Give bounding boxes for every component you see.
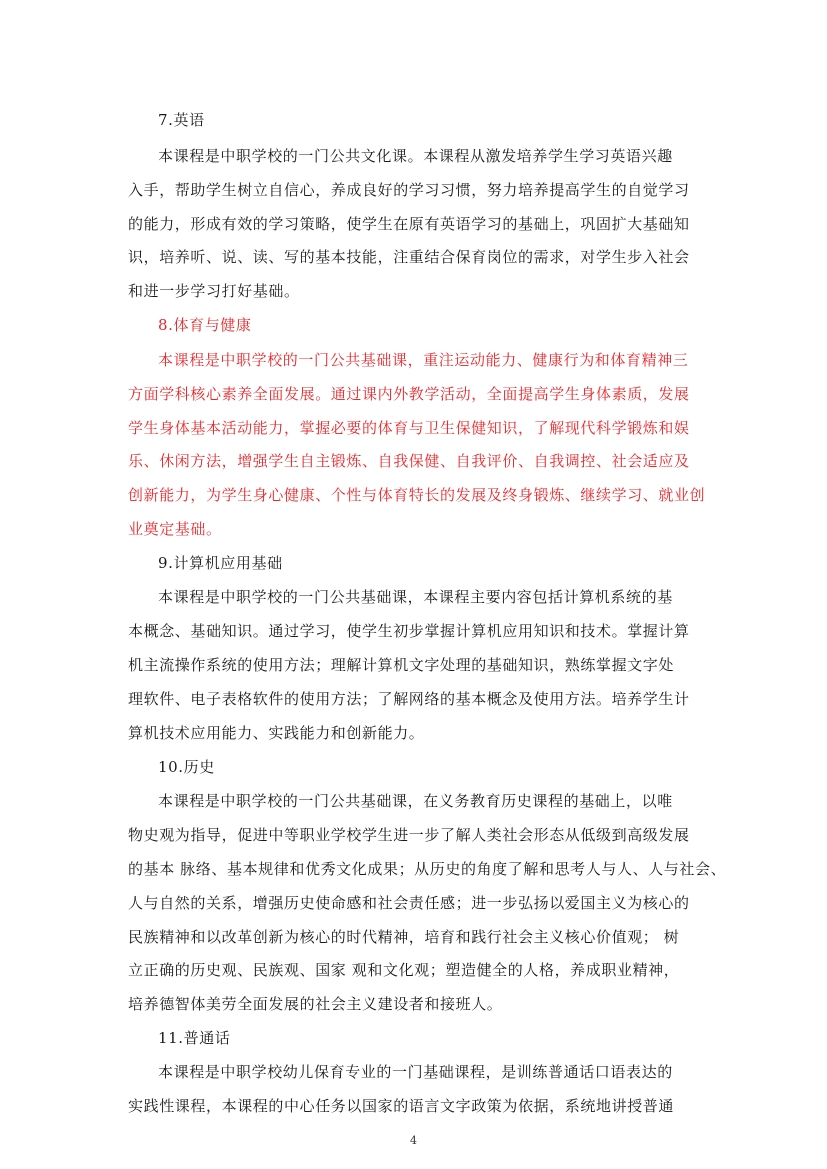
paragraph-line: 本课程是中职学校的一门公共基础课，本课程主要内容包括计算机系统的基 <box>158 588 673 606</box>
paragraph-line: 乐、休闲方法，增强学生自主锻炼、自我保健、自我评价、自我调控、社会适应及 <box>128 452 690 470</box>
section-heading-english: 7.英语 <box>158 111 205 129</box>
section-heading-history: 10.历史 <box>158 758 215 776</box>
paragraph-line: 立正确的历史观、民族观、国家 观和文化观；塑造健全的人格，养成职业精神， <box>128 961 680 979</box>
paragraph-line: 民族精神和以改革创新为核心的时代精神，培育和践行社会主义核心价值观； 树 <box>128 928 680 946</box>
paragraph-line: 本课程是中职学校的一门公共基础课，在义务教育历史课程的基础上，以唯 <box>158 792 673 810</box>
paragraph-line: 物史观为指导，促进中等职业学校学生进一步了解人类社会形态从低级到高级发展 <box>128 826 690 844</box>
paragraph-line: 创新能力，为学生身心健康、个性与体育特长的发展及终身锻炼、继续学习、就业创 <box>128 486 706 504</box>
paragraph-line: 本概念、基础知识。通过学习，使学生初步掌握计算机应用知识和技术。掌握计算 <box>128 622 690 640</box>
paragraph-line: 识，培养听、说、读、写的基本技能，注重结合保育岗位的需求，对学生步入社会 <box>128 248 690 266</box>
paragraph-line: 算机技术应用能力、实践能力和创新能力。 <box>128 724 425 742</box>
paragraph-line: 本课程是中职学校的一门公共文化课。本课程从激发培养学生学习英语兴趣 <box>158 147 673 165</box>
paragraph-line: 本课程是中职学校幼儿保育专业的一门基础课程，是训练普通话口语表达的 <box>158 1063 673 1081</box>
paragraph-line: 的能力，形成有效的学习策略，使学生在原有英语学习的基础上，巩固扩大基础知 <box>128 215 690 233</box>
section-heading-pe: 8.体育与健康 <box>158 316 252 334</box>
page-number: 4 <box>410 1134 417 1147</box>
paragraph-line: 实践性课程，本课程的中心任务以国家的语言文字政策为依据，系统地讲授普通 <box>128 1097 675 1115</box>
paragraph-line: 的基本 脉络、基本规律和优秀文化成果；从历史的角度了解和思考人与人、人与社会、 <box>128 860 727 878</box>
paragraph-line: 和进一步学习打好基础。 <box>128 282 300 300</box>
paragraph-line: 入手，帮助学生树立自信心，养成良好的学习习惯，努力培养提高学生的自觉学习 <box>128 181 690 199</box>
paragraph-line: 业奠定基础。 <box>128 520 222 538</box>
paragraph-line: 方面学科核心素养全面发展。通过课内外教学活动，全面提高学生身体素质，发展 <box>128 385 690 403</box>
paragraph-line: 机主流操作系统的使用方法；理解计算机文字处理的基础知识，熟练掌握文字处 <box>128 656 675 674</box>
paragraph-line: 本课程是中职学校的一门公共基础课，重注运动能力、健康行为和体育精神三 <box>158 351 689 369</box>
paragraph-line: 培养德智体美劳全面发展的社会主义建设者和接班人。 <box>128 995 503 1013</box>
paragraph-line: 人与自然的关系，增强历史使命感和社会责任感；进一步弘扬以爱国主义为核心的 <box>128 894 690 912</box>
section-heading-mandarin: 11.普通话 <box>158 1029 231 1047</box>
paragraph-line: 理软件、电子表格软件的使用方法；了解网络的基本概念及使用方法。培养学生计 <box>128 690 690 708</box>
paragraph-line: 学生身体基本活动能力，掌握必要的体育与卫生保健知识，了解现代科学锻炼和娱 <box>128 419 690 437</box>
section-heading-computer: 9.计算机应用基础 <box>158 554 283 572</box>
